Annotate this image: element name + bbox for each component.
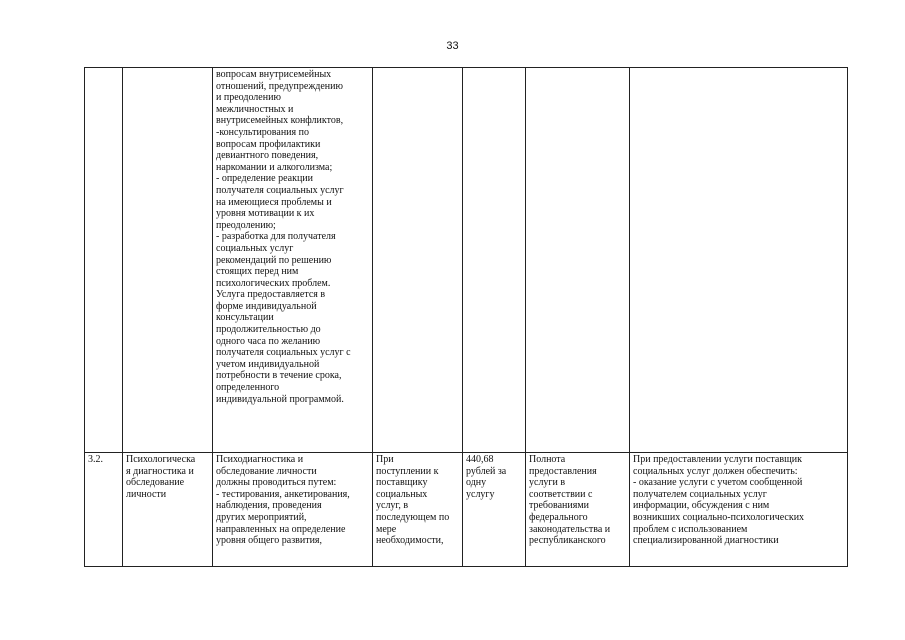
cell-quality-indicators: Полнота предоставления услуги в соответствии с требованиями федерального законодательства и республиканского — [526, 453, 630, 567]
services-table — [84, 67, 848, 567]
cell-service-description: Психодиагностика и обследование личности должны проводиться путем: - тестирования, анкетирования, наблюдения, проведения других мероприятий, направленных на определение уровня общего развития, — [213, 453, 373, 567]
cell-service-name — [123, 68, 213, 453]
cell-service-price — [463, 68, 526, 453]
table-row — [85, 453, 848, 567]
page-number: 33 — [446, 40, 459, 52]
table-row — [85, 68, 848, 453]
cell-service-timing — [373, 68, 463, 453]
cell-number — [85, 68, 123, 453]
cell-number: 3.2. — [85, 453, 123, 567]
cell-service-name: Психологическа я диагностика и обследование личности — [123, 453, 213, 567]
cell-provision-conditions: При предоставлении услуги поставщик социальных услуг должен обеспечить: - оказание услуги с учетом сообщенной получателем социальных услуг информации, обсуждения с ним возникших социально-психологических проблем с использованием специализированной диагностики — [630, 453, 848, 567]
cell-service-description: вопросам внутрисемейных отношений, предупреждению и преодолению межличностных и внутрисемейных конфликтов, -консультирования по вопросам профилактики девиантного поведения, наркомании и алкоголизма; - определение реакции получателя социальных услуг на имеющиеся проблемы и уровня мотивации к их преодолению; - разработка для получателя социальных услуг рекомендаций по решению стоящих перед ним психологических проблем. Услуга предоставляется в форме индивидуальной консультации продолжительностью до одного часа по желанию получателя социальных услуг с учетом индивидуальной потребности в течение срока, определенного индивидуальной программой. — [213, 68, 373, 453]
cell-service-price: 440,68 рублей за одну услугу — [463, 453, 526, 567]
cell-quality-indicators — [526, 68, 630, 453]
cell-service-timing: При поступлении к поставщику социальных услуг, в последующем по мере необходимости, — [373, 453, 463, 567]
cell-provision-conditions — [630, 68, 848, 453]
